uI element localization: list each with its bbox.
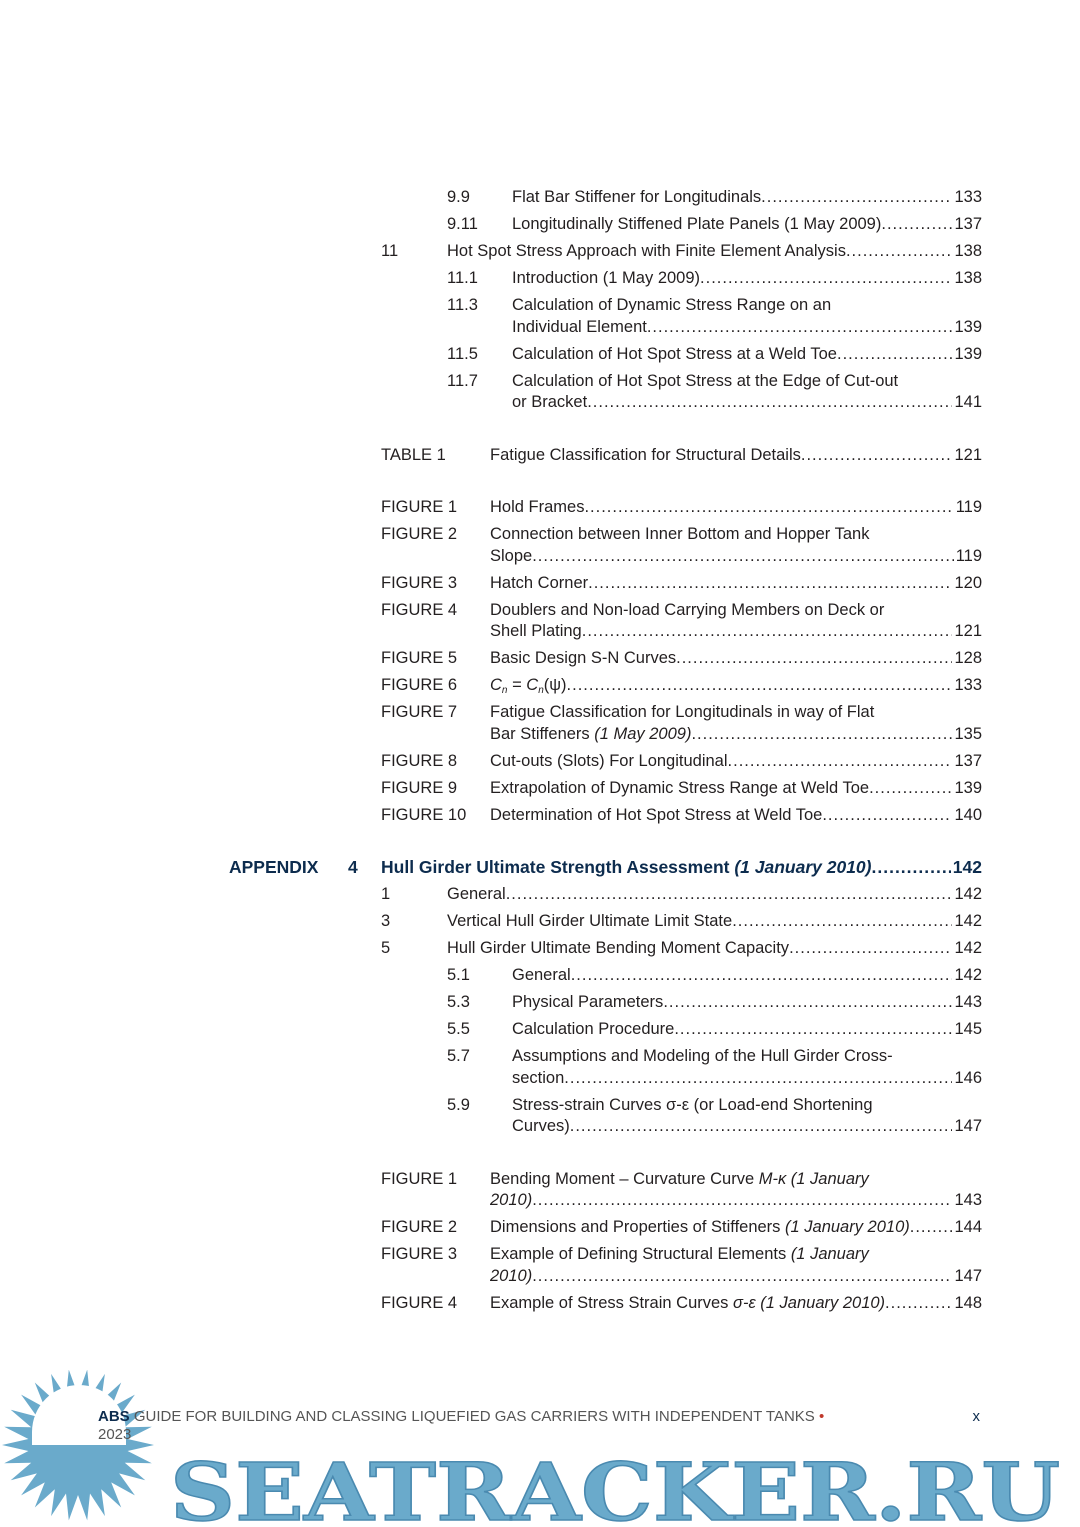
toc-line (0, 1266, 1080, 1288)
toc-line (0, 1019, 1080, 1041)
entry-number: FIGURE 3 (381, 573, 458, 592)
entry-number: 5.7 (447, 1047, 470, 1065)
toc-line (0, 805, 1080, 827)
toc-entry[interactable] (0, 344, 1080, 366)
entry-number: FIGURE 5 (381, 649, 458, 667)
dot-leader (910, 1217, 953, 1239)
title-text: General (447, 885, 506, 903)
dot-leader (584, 497, 953, 519)
entry-title[interactable] (490, 805, 982, 827)
entry-number: FIGURE 7 (381, 703, 458, 721)
title-text: Physical Parameters (512, 993, 664, 1011)
title-text: (1 January (790, 1245, 869, 1263)
title-text: Bar Stiffeners (490, 724, 595, 743)
toc-line (0, 1116, 1080, 1138)
entry-title[interactable] (447, 938, 982, 960)
dot-leader (532, 1190, 952, 1212)
title-text: (1 May 2009) (594, 724, 692, 743)
toc-entry[interactable] (0, 1095, 1080, 1138)
title-text: Longitudinally Stiffened Plate Panels (1 May 2009) (512, 215, 882, 233)
entry-number: FIGURE 4 (381, 600, 458, 619)
entry-number: FIGURE 1 (381, 1169, 458, 1188)
dot-leader (700, 268, 952, 290)
title-text: Example of Stress Strain Curves (490, 1293, 734, 1312)
toc-line (0, 702, 1080, 724)
page-number-link[interactable]: 119 (955, 546, 982, 565)
dot-leader (869, 778, 952, 800)
dot-leader (570, 1116, 953, 1138)
page-number-link[interactable]: 135 (954, 724, 982, 743)
entry-number: FIGURE 4 (381, 1293, 458, 1312)
entry-title[interactable] (512, 317, 982, 339)
dot-leader (846, 241, 953, 263)
title-text: Extrapolation of Dynamic Stress Range at Weld Toe (490, 778, 870, 797)
page-number-link[interactable]: 147 (954, 1266, 982, 1285)
toc-entry[interactable] (0, 497, 1080, 519)
entry-number: FIGURE 6 (381, 676, 458, 694)
watermark-logo (0, 1370, 1080, 1527)
dot-leader (872, 857, 951, 879)
entry-number: 11.7 (447, 371, 478, 390)
entry-title[interactable] (490, 702, 982, 724)
toc-entry[interactable] (0, 1019, 1080, 1041)
watermark-text: SEATRACKER.RU (170, 1445, 1060, 1527)
page-number-link[interactable]: 121 (954, 445, 982, 464)
entry-title[interactable] (490, 751, 982, 773)
entry-number: FIGURE 3 (381, 1245, 458, 1263)
toc-line (0, 938, 1080, 960)
entry-number: FIGURE 8 (381, 751, 458, 770)
toc-entry[interactable] (0, 1244, 1080, 1287)
entry-title[interactable] (512, 992, 982, 1014)
entry-title[interactable] (490, 648, 982, 670)
dot-leader (647, 317, 953, 339)
dot-leader (728, 751, 953, 773)
dot-leader (532, 1266, 952, 1288)
title-text: General (512, 966, 571, 984)
title-text: Bending Moment – Curvature Curve (490, 1169, 759, 1188)
entry-title[interactable] (490, 546, 982, 568)
toc-entry[interactable] (0, 214, 1080, 236)
page-number-link[interactable]: 138 (954, 269, 982, 287)
dot-leader (885, 1293, 952, 1315)
entry-number: FIGURE 10 (381, 805, 467, 824)
toc-line (0, 344, 1080, 366)
dot-leader (789, 938, 952, 960)
title-text: Fatigue Classification for Longitudinals in way of Flat (490, 703, 875, 721)
toc-entry[interactable] (0, 965, 1080, 987)
toc-line (0, 573, 1080, 595)
entry-title[interactable] (512, 1068, 982, 1090)
toc-entry[interactable] (0, 648, 1080, 670)
page-number-link[interactable]: 141 (954, 393, 982, 411)
toc-entry[interactable] (0, 911, 1080, 933)
title-text: section (512, 1068, 565, 1087)
entry-title[interactable] (490, 1266, 982, 1288)
toc-entry[interactable] (0, 938, 1080, 960)
page-number: x (972, 1408, 980, 1425)
entry-number: 3 (381, 912, 391, 930)
toc-entry[interactable] (0, 524, 1080, 567)
dot-leader (582, 621, 953, 643)
entry-title[interactable] (512, 1046, 982, 1068)
entry-title[interactable] (512, 371, 982, 393)
footer-brand: ABS (98, 1408, 130, 1425)
title-text: or Bracket (512, 393, 588, 411)
footer-bullet: • (818, 1408, 825, 1425)
page-number-link[interactable]: 121 (954, 622, 982, 640)
toc-entry[interactable] (0, 1293, 1080, 1315)
page-number-link[interactable]: 137 (954, 751, 982, 770)
toc-entry[interactable] (0, 857, 1080, 879)
page-number-link[interactable]: 139 (954, 778, 982, 797)
page-number-link[interactable]: 142 (954, 885, 982, 903)
dot-leader (588, 573, 952, 595)
entry-number: 9.9 (447, 188, 470, 206)
toc-line (0, 621, 1080, 643)
entry-number: TABLE 1 (381, 445, 446, 464)
entry-title[interactable] (512, 1019, 982, 1041)
dot-leader (564, 1068, 952, 1090)
entry-number: 4 (348, 857, 358, 877)
entry-title[interactable] (512, 1095, 982, 1117)
toc-entry[interactable] (0, 445, 1080, 467)
title-text: Cut-outs (Slots) For Longitudinal (490, 751, 728, 770)
toc-line (0, 648, 1080, 670)
page-number-link[interactable]: 143 (954, 993, 982, 1011)
entry-title[interactable] (490, 1169, 982, 1191)
title-text: Example of Defining Structural Elements (490, 1245, 791, 1263)
page-number-link[interactable]: 120 (954, 573, 982, 592)
entry-number: FIGURE 9 (381, 778, 458, 797)
entry-title[interactable] (490, 724, 982, 746)
entry-title[interactable] (490, 524, 982, 546)
toc-line (0, 1046, 1080, 1068)
title-text: Hold Frames (490, 498, 585, 516)
page-number-link[interactable]: 148 (954, 1293, 982, 1312)
toc-line (0, 1244, 1080, 1266)
toc-entry[interactable] (0, 600, 1080, 643)
entry-title[interactable] (490, 675, 982, 702)
page-number-link[interactable]: 143 (954, 1191, 982, 1209)
entry-number: 5.1 (447, 966, 470, 984)
toc-entry[interactable] (0, 1217, 1080, 1239)
toc-line (0, 911, 1080, 933)
entry-title[interactable] (512, 295, 982, 317)
entry-title[interactable] (512, 187, 982, 209)
toc-line (0, 524, 1080, 546)
toc-entry[interactable] (0, 295, 1080, 338)
footer-year: 2023 (98, 1426, 132, 1443)
page-number-link[interactable]: 142 (954, 939, 982, 957)
title-text: (ψ) (543, 676, 567, 694)
title-text: Hull Girder Ultimate Strength Assessment (381, 857, 735, 877)
toc-line (0, 675, 1080, 697)
title-text: 2010) (490, 1266, 533, 1285)
entry-title[interactable] (490, 497, 982, 519)
page-number-link[interactable]: 147 (954, 1117, 982, 1135)
toc-line (0, 317, 1080, 339)
page-number-link[interactable]: 133 (954, 676, 982, 694)
dot-leader (567, 675, 953, 702)
dot-leader (532, 546, 953, 568)
entry-title[interactable] (490, 1244, 982, 1266)
toc-entry[interactable] (0, 992, 1080, 1014)
toc-line (0, 965, 1080, 987)
title-text: Shell Plating (490, 622, 582, 640)
toc-entry[interactable] (0, 778, 1080, 800)
dot-leader (676, 648, 952, 670)
title-text: Hot Spot Stress Approach with Finite Element Analysis (447, 242, 846, 260)
title-text: Hull Girder Ultimate Bending Moment Capacity (447, 939, 790, 957)
page-number-link[interactable]: 138 (954, 242, 982, 260)
title-text: Doublers and Non-load Carrying Members on Deck or (490, 600, 885, 619)
toc-entry[interactable] (0, 371, 1080, 414)
entry-number: FIGURE 2 (381, 525, 458, 543)
dot-leader (801, 445, 953, 467)
toc-entry[interactable] (0, 884, 1080, 906)
entry-title[interactable] (447, 884, 982, 906)
title-text: Calculation Procedure (512, 1020, 675, 1038)
footer-title: GUIDE FOR BUILDING AND CLASSING LIQUEFIED GAS CARRIERS WITH INDEPENDENT TANKS (133, 1408, 815, 1425)
toc-line (0, 992, 1080, 1014)
entry-title[interactable] (490, 1217, 982, 1239)
entry-title[interactable] (381, 857, 982, 879)
toc-entry[interactable] (0, 241, 1080, 263)
toc-line (0, 392, 1080, 414)
title-text: (1 January 2010) (734, 857, 872, 877)
title-text: Fatigue Classification for Structural Details (490, 445, 801, 464)
entry-number: 5.3 (447, 993, 470, 1011)
title-text: Flat Bar Stiffener for Longitudinals (512, 188, 762, 206)
entry-title[interactable] (490, 1190, 982, 1212)
entry-number: 9.11 (447, 215, 478, 233)
dot-leader (837, 344, 952, 366)
title-text: n (501, 685, 508, 696)
title-text: Stress-strain Curves σ-ε (or Load-end Shortening (512, 1095, 873, 1114)
title-text: Determination of Hot Spot Stress at Weld Toe (490, 805, 823, 824)
page-footer (98, 1408, 988, 1444)
entry-number: 1 (381, 885, 391, 903)
dot-leader (822, 805, 952, 827)
dot-leader (691, 724, 952, 746)
page-number-link[interactable]: 139 (954, 317, 982, 336)
entry-title[interactable] (447, 241, 982, 263)
title-text: Assumptions and Modeling of the Hull Girder Cross- (512, 1047, 893, 1065)
title-text: Hatch Corner (490, 573, 589, 592)
title-text: Connection between Inner Bottom and Hopper Tank (490, 525, 870, 543)
toc-line (0, 1169, 1080, 1191)
page-number-link[interactable]: 133 (954, 188, 982, 206)
page-number-link[interactable]: 137 (954, 215, 982, 233)
toc-entry[interactable] (0, 675, 1080, 697)
title-text: n (538, 685, 544, 696)
entry-title[interactable] (512, 344, 982, 366)
title-text: Calculation of Hot Spot Stress at a Weld Toe (512, 344, 837, 363)
entry-title[interactable] (490, 445, 982, 467)
title-text: Introduction (1 May 2009) (512, 269, 701, 287)
page-number-link[interactable]: 146 (954, 1068, 982, 1087)
entry-title[interactable] (512, 965, 982, 987)
title-text: (1 January 2010) (785, 1218, 910, 1236)
title-text: Calculation of Hot Spot Stress at the Edge of Cut-out (512, 371, 899, 390)
title-text: Slope (490, 546, 533, 565)
toc-line (0, 371, 1080, 393)
entry-title[interactable] (447, 911, 982, 933)
title-text: Vertical Hull Girder Ultimate Limit State (447, 912, 733, 930)
entry-title[interactable] (490, 573, 982, 595)
toc-line (0, 546, 1080, 568)
toc-entry[interactable] (0, 1169, 1080, 1212)
toc-line (0, 1068, 1080, 1090)
toc-entry[interactable] (0, 805, 1080, 827)
entry-title[interactable] (490, 600, 982, 622)
page-number-link[interactable]: 139 (954, 344, 982, 363)
toc-line (0, 497, 1080, 519)
entry-title[interactable] (490, 621, 982, 643)
entry-title[interactable] (512, 1116, 982, 1138)
dot-leader (674, 1019, 952, 1041)
title-text: = (507, 676, 527, 694)
dot-leader (587, 392, 952, 414)
entry-number: 11.5 (447, 344, 478, 363)
entry-number: 5.9 (447, 1095, 470, 1114)
entry-title[interactable] (490, 1293, 982, 1315)
title-text: M-κ (1 January (758, 1169, 869, 1188)
title-text: 2010) (490, 1191, 533, 1209)
entry-title[interactable] (490, 778, 982, 800)
page-number-link[interactable]: 145 (954, 1020, 982, 1038)
toc-entry[interactable] (0, 751, 1080, 773)
entry-title[interactable] (512, 214, 982, 236)
toc-line (0, 445, 1080, 467)
page-number-link[interactable]: 140 (954, 805, 982, 824)
toc-line (0, 187, 1080, 209)
toc-line (0, 1217, 1080, 1239)
dot-leader (571, 965, 953, 987)
dot-leader (506, 884, 953, 906)
entry-title[interactable] (512, 268, 982, 290)
dot-leader (663, 992, 952, 1014)
toc-entry[interactable] (0, 573, 1080, 595)
toc-line (0, 295, 1080, 317)
appendix-label: APPENDIX (229, 857, 319, 877)
entry-number: 11.1 (447, 269, 478, 287)
title-text: Curves) (512, 1117, 570, 1135)
toc-line (0, 1095, 1080, 1117)
toc-line (0, 724, 1080, 746)
sunburst-icon (2, 1370, 154, 1520)
page-number-link[interactable]: 144 (954, 1218, 982, 1236)
title-text: Basic Design S-N Curves (490, 649, 677, 667)
page-number-link[interactable]: 128 (954, 649, 982, 667)
entry-number: 11.3 (447, 296, 478, 314)
toc-line (0, 241, 1080, 263)
title-text: C (490, 676, 502, 694)
entry-number: FIGURE 2 (381, 1218, 458, 1236)
toc-entry[interactable] (0, 1046, 1080, 1089)
dot-leader (881, 214, 952, 236)
entry-title[interactable] (512, 392, 982, 414)
toc-line (0, 1293, 1080, 1315)
toc-entry[interactable] (0, 187, 1080, 209)
entry-number: 5.5 (447, 1020, 470, 1038)
toc-line (0, 751, 1080, 773)
entry-number: FIGURE 1 (381, 498, 458, 516)
title-text: C (526, 676, 539, 694)
toc-entry[interactable] (0, 702, 1080, 745)
toc-entry[interactable] (0, 268, 1080, 290)
toc-line (0, 778, 1080, 800)
toc-line (0, 600, 1080, 622)
title-text: Calculation of Dynamic Stress Range on an (512, 296, 832, 314)
toc-line (0, 1190, 1080, 1212)
dot-leader (732, 911, 952, 933)
entry-number: 5 (381, 939, 391, 957)
toc-line (0, 268, 1080, 290)
toc-line (0, 857, 1080, 879)
dot-leader (761, 187, 952, 209)
entry-number: 11 (381, 242, 399, 260)
table-of-contents (0, 187, 1080, 1320)
toc-line (0, 214, 1080, 236)
page-number-link[interactable]: 142 (952, 857, 982, 877)
page-number-link[interactable]: 142 (954, 966, 982, 984)
title-text: Dimensions and Properties of Stiffeners (490, 1218, 786, 1236)
page-number-link[interactable]: 142 (954, 912, 982, 930)
toc-line (0, 884, 1080, 906)
title-text: σ-ε (1 January 2010) (733, 1293, 886, 1312)
title-text: Individual Element (512, 317, 647, 336)
page-number-link[interactable]: 119 (955, 498, 982, 516)
